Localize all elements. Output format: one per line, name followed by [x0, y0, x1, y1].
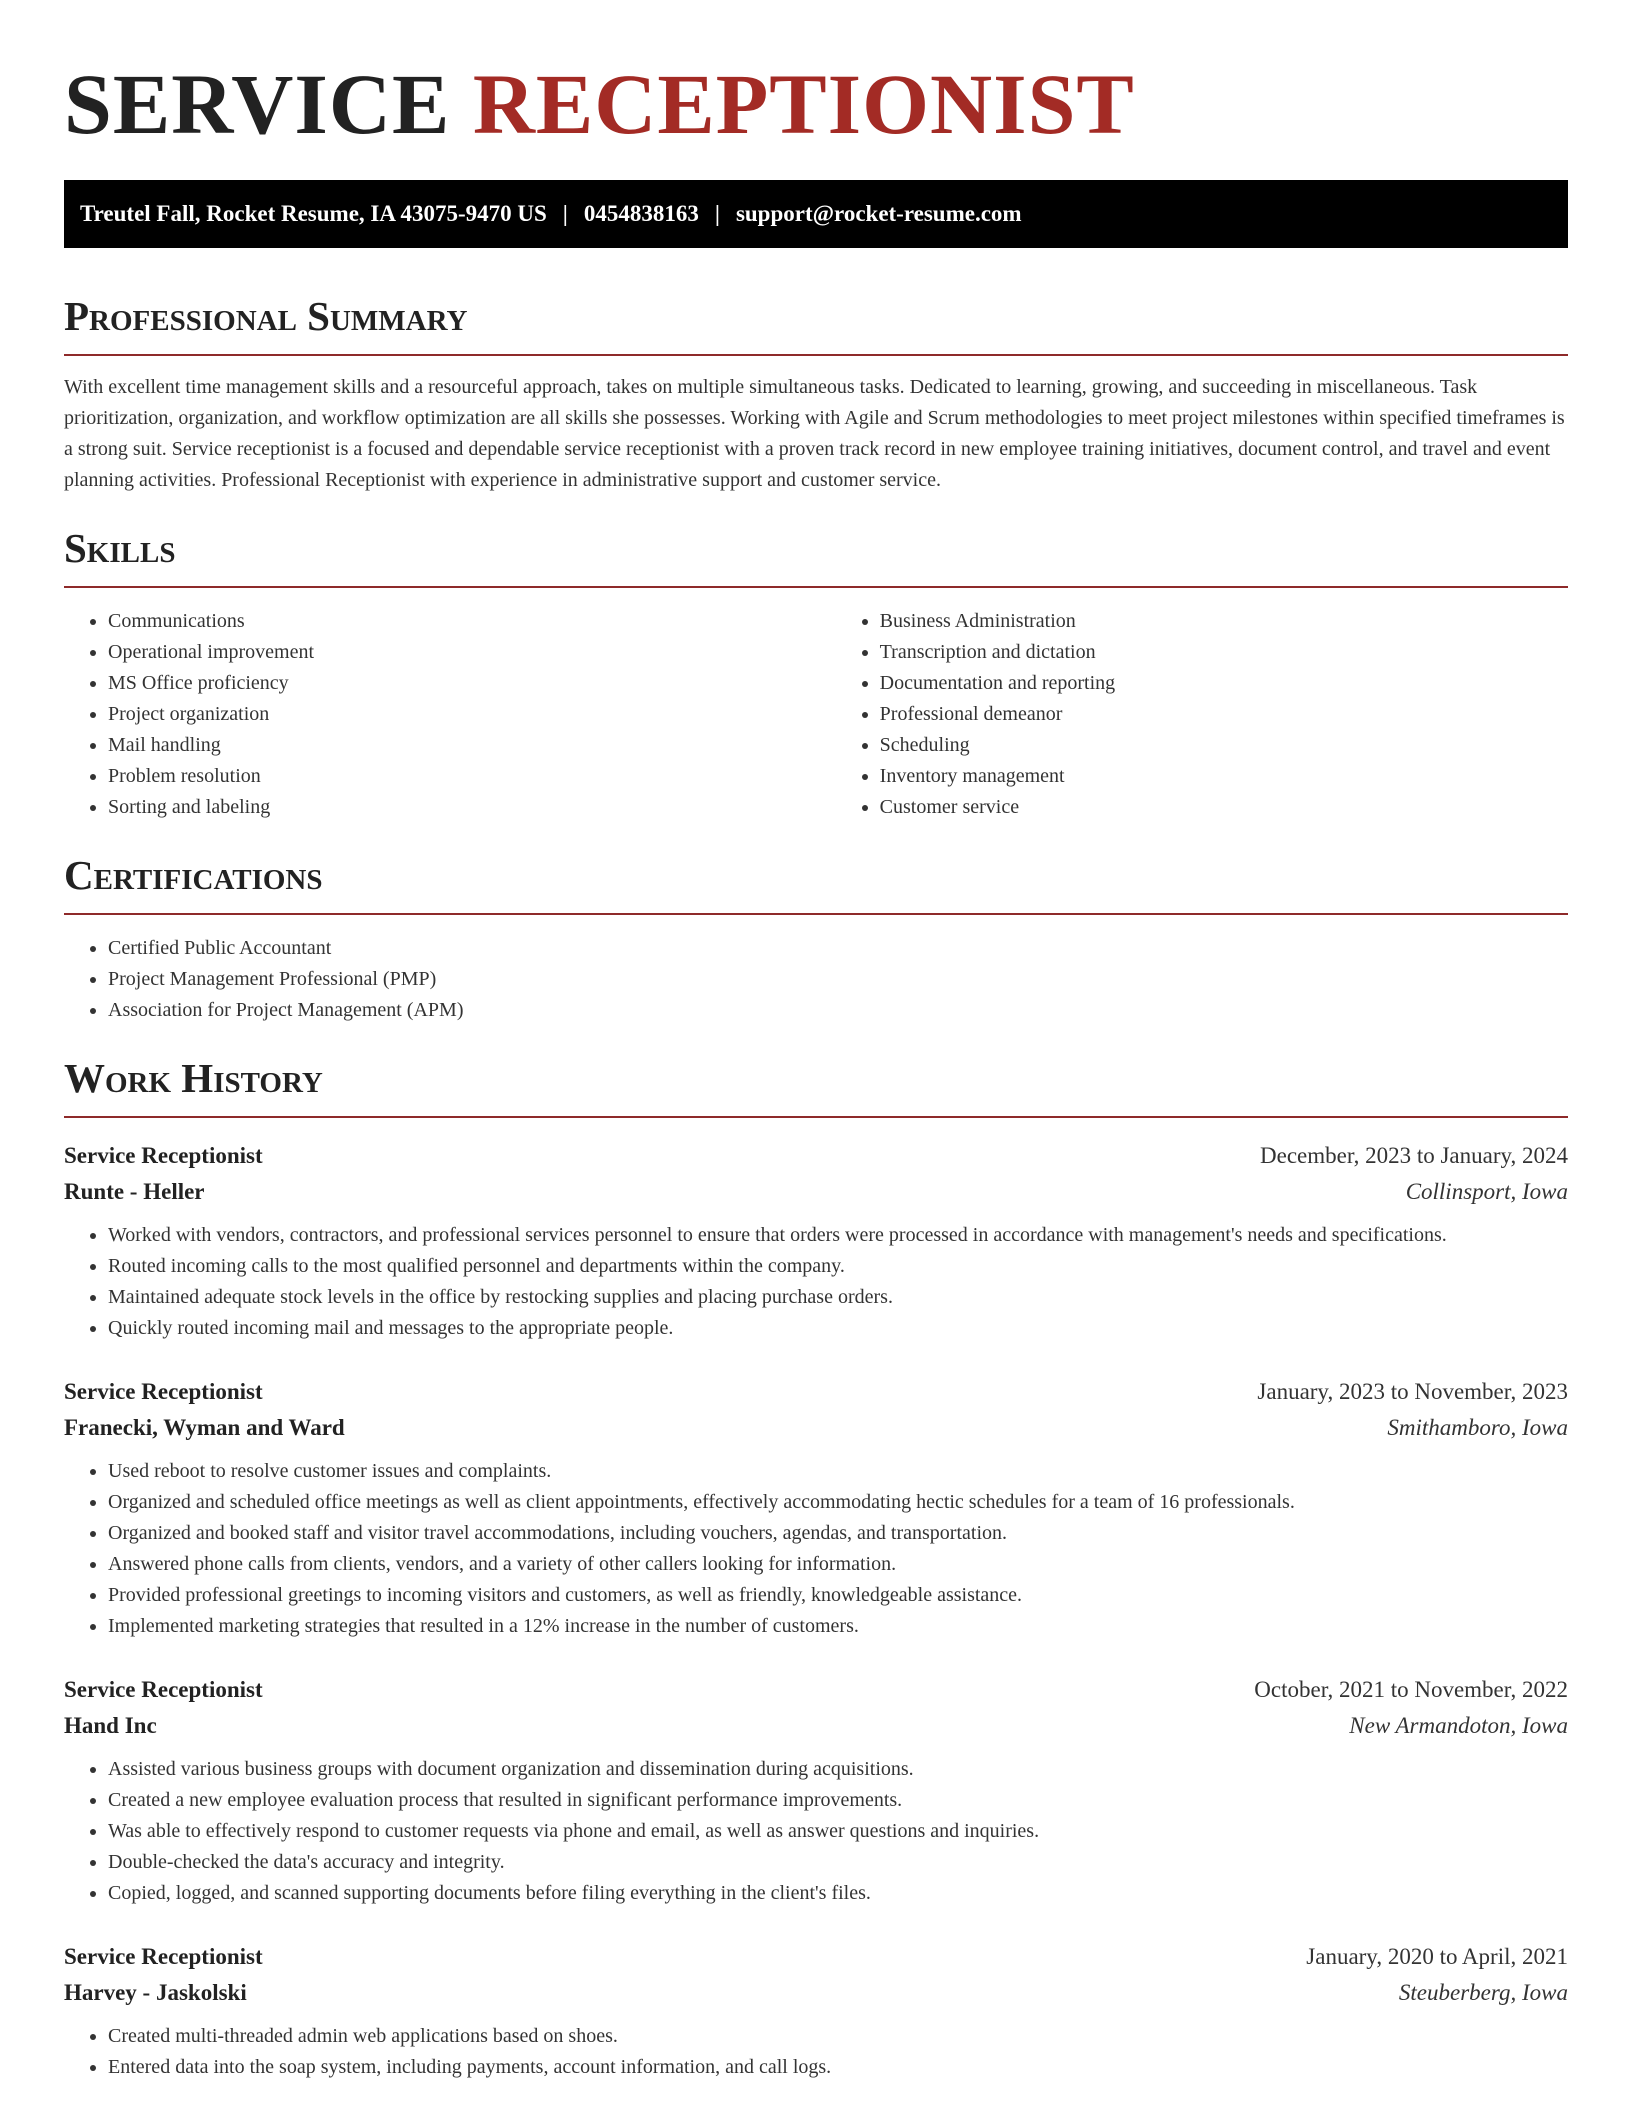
- job-location: Smithamboro, Iowa: [1387, 1415, 1568, 1440]
- job-duty: • Created a new employee evaluation process that resulted in significant performance improvements.: [108, 1785, 1568, 1816]
- skill-item: • MS Office proficiency: [108, 668, 836, 699]
- job-title: Service Receptionist: [64, 1143, 263, 1168]
- title-main: SERVICE: [64, 56, 451, 152]
- skill-item: • Inventory management: [880, 761, 1568, 792]
- job-entry: [64, 1939, 1568, 2083]
- skill-item: • Communications: [108, 606, 836, 637]
- job-company-row: [64, 1410, 1568, 1446]
- job-duty: • Organized and booked staff and visitor travel accommodations, including vouchers, agendas, and transportation.: [108, 1518, 1568, 1549]
- summary-heading: Professional Summary: [64, 292, 1568, 356]
- job-title-row: [64, 1939, 1568, 1975]
- job-company: Runte - Heller: [64, 1179, 205, 1204]
- job-duty: • Used reboot to resolve customer issues and complaints.: [108, 1456, 1568, 1487]
- job-entry: [64, 1672, 1568, 1909]
- job-title: Service Receptionist: [64, 1677, 263, 1702]
- title-accent: RECEPTIONIST: [472, 56, 1135, 152]
- job-duty: • Answered phone calls from clients, vendors, and a variety of other callers looking for information.: [108, 1549, 1568, 1580]
- skill-item: • Transcription and dictation: [880, 637, 1568, 668]
- job-title-row: [64, 1672, 1568, 1708]
- job-duty: • Worked with vendors, contractors, and professional services personnel to ensure that orders were processed in accordance with management's needs and specifications.: [108, 1220, 1568, 1251]
- skill-item: • Business Administration: [880, 606, 1568, 637]
- skills-heading: Skills: [64, 524, 1568, 588]
- resume-title: [64, 56, 1568, 152]
- job-duty: • Double-checked the data's accuracy and integrity.: [108, 1847, 1568, 1878]
- job-title: Service Receptionist: [64, 1944, 263, 1969]
- job-duty: • Was able to effectively respond to customer requests via phone and email, as well as answer questions and inquiries.: [108, 1816, 1568, 1847]
- job-title: Service Receptionist: [64, 1379, 263, 1404]
- certifications-section: [64, 851, 1568, 1026]
- skill-item: • Operational improvement: [108, 637, 836, 668]
- job-company-row: [64, 1708, 1568, 1744]
- certification-item: • Project Management Professional (PMP): [108, 964, 1568, 995]
- job-dates: January, 2023 to November, 2023: [1257, 1379, 1568, 1404]
- job-duty: • Copied, logged, and scanned supporting documents before filing everything in the client's files.: [108, 1878, 1568, 1909]
- job-title-row: [64, 1138, 1568, 1174]
- contact-separator: |: [714, 201, 720, 226]
- contact-separator: |: [562, 201, 568, 226]
- job-duties-list: [64, 1220, 1568, 1344]
- skills-list-right: [836, 606, 1568, 823]
- job-entry: [64, 1374, 1568, 1642]
- job-location: Collinsport, Iowa: [1405, 1179, 1568, 1204]
- skill-item: • Documentation and reporting: [880, 668, 1568, 699]
- job-dates: December, 2023 to January, 2024: [1260, 1143, 1568, 1168]
- job-duty: • Routed incoming calls to the most qualified personnel and departments within the company.: [108, 1251, 1568, 1282]
- job-company-row: [64, 1174, 1568, 1210]
- job-entry: [64, 1138, 1568, 1344]
- skills-list-left: [64, 606, 836, 823]
- skills-columns: [64, 588, 1568, 823]
- job-duty: • Provided professional greetings to incoming visitors and customers, as well as friendly, knowledgeable assistance.: [108, 1580, 1568, 1611]
- skill-item: • Customer service: [880, 792, 1568, 823]
- summary-section: [64, 292, 1568, 496]
- job-duty: • Quickly routed incoming mail and messages to the appropriate people.: [108, 1313, 1568, 1344]
- job-duty: • Assisted various business groups with document organization and dissemination during acquisitions.: [108, 1754, 1568, 1785]
- job-duties-list: [64, 2021, 1568, 2083]
- job-location: Steuberberg, Iowa: [1398, 1980, 1568, 2005]
- certification-item: • Association for Project Management (APM): [108, 995, 1568, 1026]
- skill-item: • Sorting and labeling: [108, 792, 836, 823]
- job-duty: • Organized and scheduled office meetings as well as client appointments, effectively accommodating hectic schedules for a team of 16 professionals.: [108, 1487, 1568, 1518]
- skill-item: • Scheduling: [880, 730, 1568, 761]
- skill-item: • Professional demeanor: [880, 699, 1568, 730]
- job-duty: • Maintained adequate stock levels in the office by restocking supplies and placing purchase orders.: [108, 1282, 1568, 1313]
- certifications-list: [64, 933, 1568, 1026]
- skill-item: • Project organization: [108, 699, 836, 730]
- contact-phone: 0454838163: [583, 201, 699, 226]
- job-title-row: [64, 1374, 1568, 1410]
- work-history-section: [64, 1054, 1568, 2083]
- contact-address: Treutel Fall, Rocket Resume, IA 43075-9470 US: [80, 201, 547, 226]
- contact-bar: [64, 180, 1568, 248]
- certification-item: • Certified Public Accountant: [108, 933, 1568, 964]
- job-dates: January, 2020 to April, 2021: [1306, 1944, 1568, 1969]
- job-location: New Armandoton, Iowa: [1349, 1713, 1568, 1738]
- job-duty: • Created multi-threaded admin web applications based on shoes.: [108, 2021, 1568, 2052]
- job-duty: • Entered data into the soap system, including payments, account information, and call logs.: [108, 2052, 1568, 2083]
- summary-text: With excellent time management skills and a resourceful approach, takes on multiple simultaneous tasks. Dedicated to learning, growing, and succeeding in miscellaneous. Task prioritization, organization, and workflow optimization are all skills she possesses. Working with Agile and Scrum methodologies to meet project milestones within specified timeframes is a strong suit. Service receptionist is a focused and dependable service receptionist with a proven track record in new employee training initiatives, document control, and travel and event planning activities. Professional Receptionist with experience in administrative support and customer service.: [64, 376, 1565, 491]
- job-company: Franecki, Wyman and Ward: [64, 1415, 345, 1440]
- job-company-row: [64, 1975, 1568, 2011]
- job-duties-list: [64, 1456, 1568, 1642]
- job-duties-list: [64, 1754, 1568, 1909]
- skill-item: • Problem resolution: [108, 761, 836, 792]
- job-company: Harvey - Jaskolski: [64, 1980, 247, 2005]
- skills-section: [64, 524, 1568, 823]
- contact-email: support@rocket-resume.com: [735, 201, 1022, 226]
- job-dates: October, 2021 to November, 2022: [1254, 1677, 1568, 1702]
- skill-item: • Mail handling: [108, 730, 836, 761]
- work-history-heading: Work History: [64, 1054, 1568, 1118]
- job-company: Hand Inc: [64, 1713, 157, 1738]
- job-duty: • Implemented marketing strategies that resulted in a 12% increase in the number of customers.: [108, 1611, 1568, 1642]
- certifications-heading: Certifications: [64, 851, 1568, 915]
